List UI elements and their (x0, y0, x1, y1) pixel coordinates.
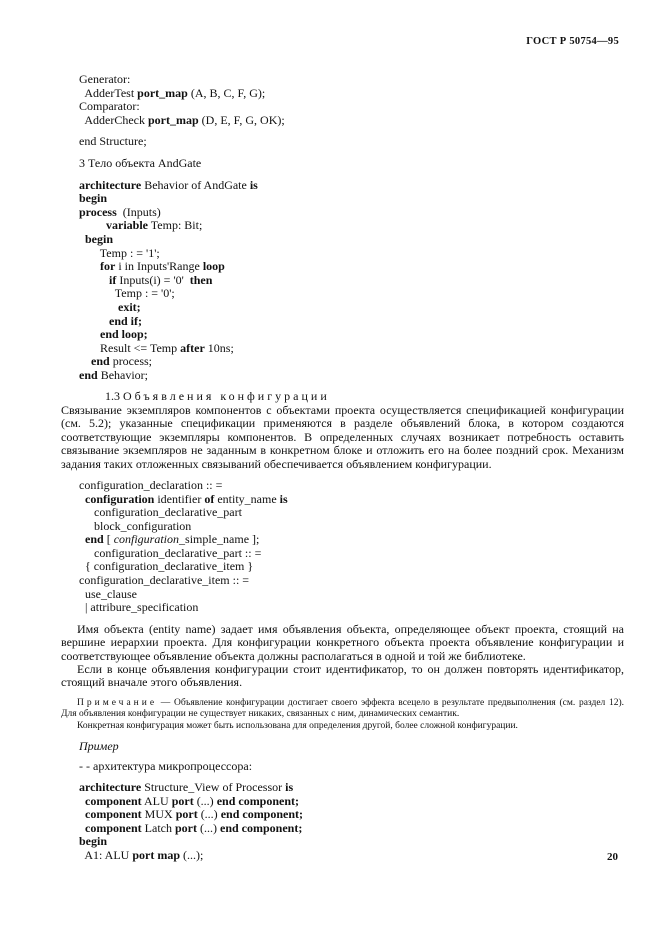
kw-port-map: port_map (148, 112, 199, 127)
component-name: Latch (144, 820, 172, 835)
kw-begin: begin (79, 834, 108, 849)
paragraph-entity-name: Имя объекта (entity name) задает имя объявления объекта, определяющее объект проекта, стоящий на вершине иерархии проекта. Для конфигурации конкретного объекта проекта объявление конфигурации и соответствующее объявление объекта должны располагаться в одной и той же библиотеке. (61, 621, 624, 663)
kw-loop: loop (202, 259, 225, 274)
kw-is: is (249, 177, 258, 192)
grammar-entity-name: entity_name (217, 491, 277, 506)
kw-exit: exit; (118, 299, 141, 314)
kw-after: after (180, 340, 205, 355)
assign-temp-0: Temp : = '0'; (114, 286, 175, 301)
grammar-line: | attribure_specification (85, 600, 199, 615)
note-text: — Объявление конфигурации достигает своего эффекта всецело в результате предвыполнения (см. раздел 12). Для объявления конфигурации не существует никаких, связанных с ним, динамических семантик. (61, 697, 625, 720)
note-paragraph-2: Конкретная конфигурация может быть использована для определения другой, более сложной конфигурации. (77, 720, 518, 731)
component-name: MUX (144, 807, 173, 822)
grammar-simple-name: _simple_name ]; (179, 532, 260, 547)
kw-port: port (175, 807, 198, 822)
kw-port-map: port_map (137, 85, 188, 100)
kw-configuration: configuration (85, 491, 155, 506)
adder-check-args: (D, E, F, G, OK); (201, 112, 285, 127)
end-behavior: Behavior; (100, 367, 149, 382)
note-block (61, 698, 624, 732)
kw-end-component: end component; (216, 793, 300, 808)
kw-then: then (189, 272, 213, 287)
port-args: (...) (200, 820, 217, 835)
arch-name: Behavior of AndGate (144, 177, 247, 192)
note-label: Примечание (77, 697, 158, 708)
kw-end: end (85, 532, 104, 547)
section-1-3-heading (105, 390, 624, 403)
grammar-identifier: identifier (157, 491, 202, 506)
kw-end-component: end component; (220, 820, 303, 835)
note-paragraph-1 (61, 698, 624, 721)
result-assign: Result <= Temp (100, 340, 178, 355)
adder-check-id: AdderCheck (84, 112, 145, 127)
kw-port: port (175, 820, 197, 835)
grammar-line: configuration_declarative_part (94, 505, 242, 520)
kw-of: of (204, 491, 215, 506)
example-code (79, 781, 624, 863)
adder-test-id: AdderTest (84, 85, 135, 100)
andgate-architecture-code (79, 179, 624, 383)
kw-end-component: end component; (220, 807, 304, 822)
kw-component: component (85, 820, 142, 835)
kw-for: for (100, 259, 116, 274)
kw-process: process (79, 204, 117, 219)
kw-variable: variable (106, 218, 148, 233)
grammar-line: configuration_declarative_part :: = (94, 545, 262, 560)
instance-label: A1: ALU (84, 847, 130, 862)
result-delay: 10ns; (207, 340, 234, 355)
end-structure: end Structure; (79, 134, 147, 149)
kw-component: component (85, 793, 142, 808)
paragraph-identifier: Если в конце объявления конфигурации стоит идентификатор, то он должен повторять идентификатор, стоящий вначале этого объявления. (61, 662, 624, 690)
process-arg: (Inputs) (122, 204, 161, 219)
port-args: (...) (196, 793, 214, 808)
section-3-title: 3 Тело объекта AndGate (79, 155, 202, 170)
grammar-block (79, 479, 624, 615)
arch-name: Structure_View of Processor (144, 779, 283, 794)
kw-begin: begin (79, 191, 108, 206)
kw-end: end (91, 354, 110, 369)
grammar-italic: configuration (113, 532, 180, 547)
page-number: 20 (607, 851, 618, 863)
generator-block (79, 73, 624, 127)
kw-port: port (171, 793, 194, 808)
adder-test-args: (A, B, C, F, G); (190, 85, 266, 100)
end-process: process; (112, 354, 153, 369)
port-args: (...) (200, 807, 218, 822)
component-name: ALU (144, 793, 169, 808)
section-title: Объявления конфигурации (123, 389, 330, 404)
kw-port-map: port map (132, 847, 181, 862)
example-intro: - - архитектура микропроцессора: (79, 758, 253, 773)
if-condition: Inputs(i) = '0' (119, 272, 184, 287)
section-number: 1.3 (105, 389, 120, 404)
page-content (61, 72, 625, 862)
generator-label: Generator: (79, 72, 131, 86)
kw-begin: begin (85, 231, 114, 246)
grammar-line: configuration_declaration :: = (79, 477, 223, 492)
grammar-line: block_configuration (94, 518, 192, 533)
grammar-line: use_clause (85, 586, 137, 601)
kw-if: if (109, 272, 117, 287)
kw-end: end (79, 367, 98, 382)
for-range: i in Inputs'Range (118, 259, 200, 274)
kw-end-loop: end loop; (100, 327, 148, 342)
port-map-args: (...); (183, 847, 204, 862)
comparator-label: Comparator: (79, 99, 140, 114)
kw-architecture: architecture (79, 177, 142, 192)
kw-architecture: architecture (79, 779, 142, 794)
var-decl: Temp: Bit; (150, 218, 203, 233)
kw-is: is (285, 779, 294, 794)
grammar-line: { configuration_declarative_item } (85, 559, 254, 574)
section-1-3-paragraph: Связывание экземпляров компонентов с объектами проекта осуществляется спецификацией конфигурации (см. 5.2); указанные спецификации применяются в разделе объявлений блока, в котором создаются соответствующие экземпляры компонентов. В определенных случаях возникает потребность оставить связывание экземпляров не заданным в конкретном блоке и отложить его на более поздний срок. Механизм задания таких отложенных связываний обеспечивается объявлением конфигурации. (61, 402, 624, 471)
example-label: Пример (79, 739, 119, 754)
kw-is: is (279, 491, 288, 506)
kw-end-if: end if; (109, 313, 142, 328)
kw-component: component (85, 807, 142, 822)
assign-temp-1: Temp : = '1'; (99, 245, 160, 260)
grammar-line: configuration_declarative_item :: = (79, 573, 250, 588)
document-header: ГОСТ Р 50754—95 (526, 36, 619, 47)
grammar-bracket: [ (106, 532, 111, 547)
